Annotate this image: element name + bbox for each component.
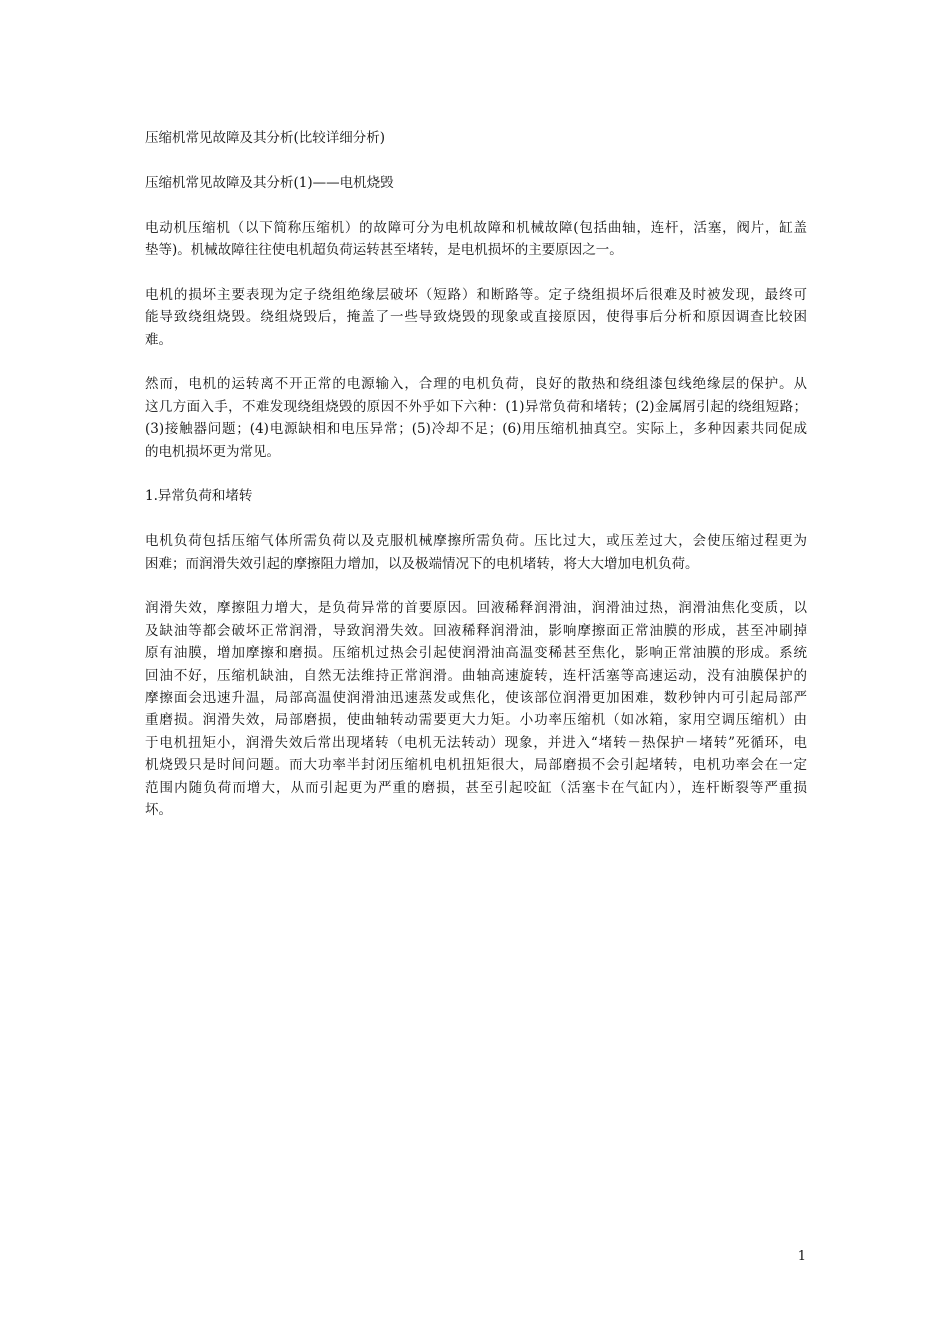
paragraph-line: 然而，电机的运转离不开正常的电源输入，合理的电机负荷，良好的散热和绕组漆包线绝缘层的保护。从 — [145, 376, 807, 393]
paragraph-line: 这几方面入手，不难发现绕组烧毁的原因不外乎如下六种：(1)异常负荷和堵转；(2)金属屑引起的绕组短路； — [145, 398, 807, 415]
paragraph-line: 能导致绕组烧毁。绕组烧毁后，掩盖了一些导致烧毁的现象或直接原因，使得事后分析和原因调查比较困 — [145, 309, 807, 326]
paragraph-line: 摩擦面会迅速升温，局部高温使润滑油迅速蒸发或焦化，使该部位润滑更加困难，数秒钟内可引起局部严 — [145, 690, 807, 707]
paragraph-line: 电机的损坏主要表现为定子绕组绝缘层破坏（短路）和断路等。定子绕组损坏后很难及时被发现，最终可 — [145, 286, 807, 303]
paragraph-line: 坏。 — [145, 802, 172, 819]
paragraph-3 — [145, 373, 807, 463]
paragraph-line: 原有油膜，增加摩擦和磨损。压缩机过热会引起使润滑油高温变稀甚至焦化，影响正常油膜的形成。系统 — [145, 645, 807, 662]
paragraph-line: (3)接触器问题；(4)电源缺相和电压异常；(5)冷却不足；(6)用压缩机抽真空。实际上，多种因素共同促成 — [145, 421, 807, 438]
paragraph-5 — [145, 597, 807, 821]
document-title: 压缩机常见故障及其分析(比较详细分析) — [145, 130, 386, 146]
paragraph-1 — [145, 217, 807, 262]
paragraph-line: 难。 — [145, 331, 172, 348]
paragraph-line: 困难；而润滑失效引起的摩擦阻力增加，以及极端情况下的电机堵转，将大大增加电机负荷。 — [145, 555, 699, 572]
paragraph-line: 重磨损。润滑失效，局部磨损，使曲轴转动需要更大力矩。小功率压缩机（如冰箱，家用空调压缩机）由 — [145, 712, 807, 729]
paragraph-4 — [145, 530, 807, 575]
paragraph-line: 垫等)。机械故障往往使电机超负荷运转甚至堵转，是电机损坏的主要原因之一。 — [145, 242, 623, 258]
paragraph-line: 机烧毁只是时间问题。而大功率半封闭压缩机电机扭矩很大，局部磨损不会引起堵转，电机功率会在一定 — [145, 757, 807, 774]
section-heading-text: 1.异常负荷和堵转 — [145, 488, 253, 505]
paragraph-line: 的电机损坏更为常见。 — [145, 443, 280, 460]
page-number: 1 — [797, 1249, 806, 1264]
paragraph-line: 电机负荷包括压缩气体所需负荷以及克服机械摩擦所需负荷。压比过大，或压差过大，会使压缩过程更为 — [145, 533, 807, 550]
paragraph-line: 电动机压缩机（以下简称压缩机）的故障可分为电机故障和机械故障(包括曲轴，连杆，活塞，阀片，缸盖 — [145, 219, 807, 236]
section-heading — [145, 485, 807, 507]
paragraph-line: 润滑失效，摩擦阻力增大，是负荷异常的首要原因。回液稀释润滑油，润滑油过热，润滑油焦化变质，以 — [145, 600, 807, 617]
paragraph-line: 回油不好，压缩机缺油，自然无法维持正常润滑。曲轴高速旋转，连杆活塞等高速运动，没有油膜保护的 — [145, 667, 807, 684]
document-body — [145, 127, 807, 844]
paragraph-line: 于电机扭矩小，润滑失效后常出现堵转（电机无法转动）现象，并进入“堵转－热保护－堵转”死循环，电 — [145, 734, 807, 751]
paragraph-line: 范围内随负荷而增大，从而引起更为严重的磨损，甚至引起咬缸（活塞卡在气缸内），连杆断裂等严重损 — [145, 779, 807, 796]
paragraph-line: 及缺油等都会破坏正常润滑，导致润滑失效。回液稀释润滑油，影响摩擦面正常油膜的形成，甚至冲刷掉 — [145, 622, 807, 639]
paragraph-2 — [145, 284, 807, 351]
document-subtitle: 压缩机常见故障及其分析(1)——电机烧毁 — [145, 174, 394, 191]
